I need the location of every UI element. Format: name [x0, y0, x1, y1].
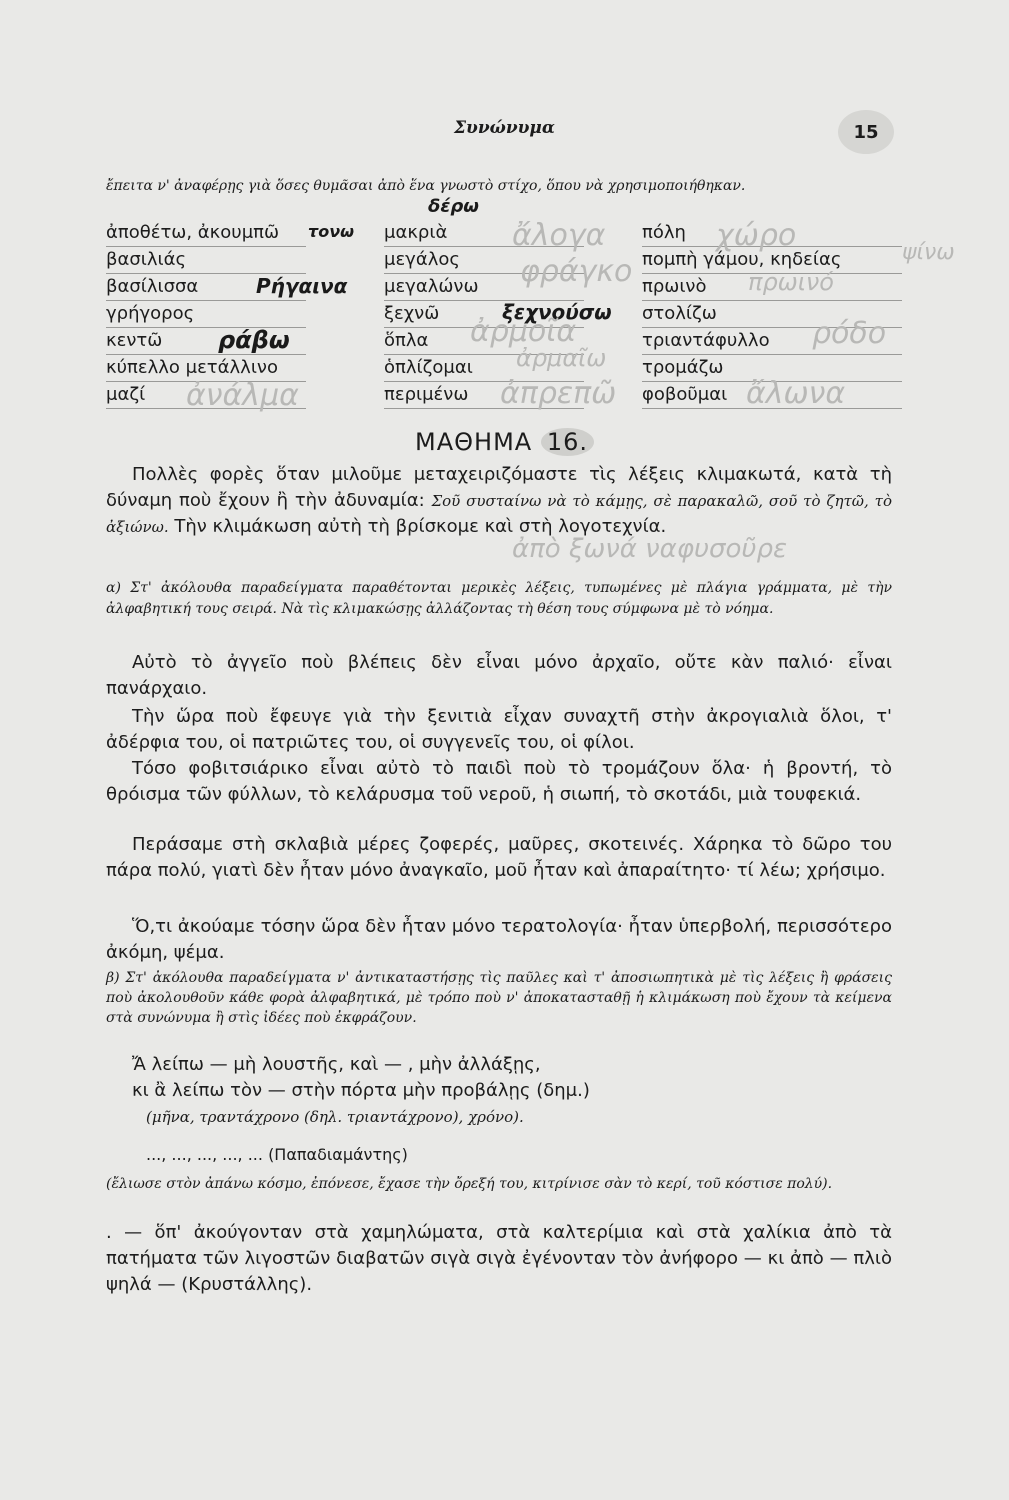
handwritten-note: Ρήγαινα — [256, 274, 348, 298]
lesson-label: ΜΑΘΗΜΑ — [415, 428, 533, 456]
running-head: Συνώνυμα — [454, 118, 555, 138]
folk-verse-line-2: κι ἂ λείπω τὸν — στὴν πόρτα μὴν προβάλῃς (δημ.) — [132, 1080, 590, 1101]
faint-handwriting: χώρο — [716, 218, 797, 253]
final-paragraph: . — ὅπ' ἀκούγονταν στὰ χαμηλώματα, στὰ καλτερίμια καὶ στὰ χαλίκια ἀπὸ τὰ πατήματα τῶν λιγοστῶν διαβατῶν σιγὰ σιγὰ ἐγένονταν τὸν ἀνήφορο — κι ἀπὸ — πλιὸ ψηλά — (Κρυστάλλης). — [106, 1222, 892, 1295]
handwritten-note: δέρω — [428, 196, 479, 217]
faint-handwriting: ἀρμαῖω — [516, 344, 607, 372]
vocab-word: μεγάλος — [384, 247, 584, 274]
vocab-word: μακριὰ — [384, 220, 584, 247]
exercise-b-instructions: β) Στ' ἀκόλουθα παραδείγματα ν' ἀντικαταστήσῃς τὶς παῦλες καὶ τ' ἀποσιωπητικὰ μὲ τὶς λέξεις ἢ φράσεις ποὺ ἀκολουθοῦν κάθε φορὰ ἀλφαβητικά, μὲ τρόπο ποὺ ν' ἀποκατασταθῇ ἡ κλιμάκωση ποὺ ἔχουν τὰ κείμενα στὰ συνώνυμα ἢ στὶς ἰδέες ποὺ ἐκφράζουν. — [106, 970, 892, 1026]
verse-word-list: (μῆνα, τραντάχρονο (δηλ. τριαντάχρονο), χρόνο). — [146, 1108, 524, 1126]
vocab-word: ὅπλα — [384, 328, 584, 355]
example-sentence-4: Περάσαμε στὴ σκλαβιὰ μέρες ζοφερές, μαῦρες, σκοτεινές. Χάρηκα τὸ δῶρο του πάρα πολύ, γιατὶ δὲν ἦταν μόνο ἀναγκαῖο, μοῦ ἦταν καὶ ἀπαραίτητο· τί λέω; χρήσιμο. — [106, 834, 892, 881]
lesson-number: 16. — [541, 428, 594, 456]
ellipsis-line: ..., ..., ..., ..., ... (Παπαδιαμάντης) — [146, 1145, 408, 1164]
faint-handwriting: πρωινό — [748, 268, 834, 296]
example-sentence-5: Ὅ,τι ἀκούαμε τόσην ὥρα δὲν ἦταν μόνο τερατολογία· ἦταν ὑπερβολή, περισσότερο ἀκόμη, ψέμα. — [106, 916, 892, 963]
example-sentence-3: Τόσο φοβιτσιάρικο εἶναι αὐτὸ τὸ παιδὶ ποὺ τὸ τρομάζουν ὅλα· ἡ βροντή, τὸ θρόισμα τῶν φύλλων, τὸ κελάρυσμα τοῦ νεροῦ, ἡ σιωπή, τὸ σκοτάδι, μιὰ τουφεκιά. — [106, 758, 892, 805]
vocab-word: βασίλισσα — [106, 274, 306, 301]
vocab-word: μαζί — [106, 382, 306, 409]
vocab-word: πομπὴ γάμου, κηδείας — [642, 247, 902, 274]
vocab-word: βασιλιάς — [106, 247, 306, 274]
vocab-word: ξεχνῶ — [384, 301, 584, 328]
page-number: 15 — [838, 110, 894, 154]
vocab-word: γρήγορος — [106, 301, 306, 328]
vocab-word: πρωινὸ — [642, 274, 902, 301]
faint-handwriting: ἀπρεπῶ — [500, 376, 617, 411]
vocab-word: ἀποθέτω, ἀκουμπῶ — [106, 220, 306, 247]
vocab-word: τριαντάφυλλο — [642, 328, 902, 355]
vocab-word: μεγαλώνω — [384, 274, 584, 301]
vocab-word: στολίζω — [642, 301, 902, 328]
faint-handwriting: φράγκο — [520, 254, 633, 289]
vocab-word: φοβοῦμαι — [642, 382, 902, 409]
faint-handwriting: ρόδο — [812, 316, 887, 351]
vocab-word: κεντῶ — [106, 328, 306, 355]
example-sentence-1: Αὐτὸ τὸ ἀγγεῖο ποὺ βλέπεις δὲν εἶναι μόνο ἀρχαῖο, οὔτε κὰν παλιό· εἶναι πανάρχαιο. — [106, 652, 892, 699]
faint-handwriting: ἀνάλμα — [186, 378, 299, 413]
faint-handwriting: ἄλωνα — [746, 376, 846, 411]
folk-verse-line-1: Ἄ λείπω — μὴ λουστῆς, καὶ — , μὴν ἀλλάξῃς, — [132, 1054, 541, 1075]
paragraph-examples: Σοῦ συσταίνω νὰ τὸ κάμῃς, σὲ παρακαλῶ, σοῦ τὸ ζητῶ, τὸ ἀξιώνω. — [106, 492, 892, 536]
faint-handwriting: ἀπὸ ξωνά ναφυσοῦρε — [512, 534, 788, 564]
handwritten-note: ράβω — [218, 326, 290, 354]
handwritten-note: ξεχνούσω — [502, 300, 612, 324]
vocab-word: περιμένω — [384, 382, 584, 409]
paragraph-text: Πολλὲς φορὲς ὅταν μιλοῦμε μεταχειριζόμαστε τὶς λέξεις κλιμακωτά, κατὰ τὴ δύναμη ποὺ ἔχουν ἢ τὴν ἀδυναμία: — [106, 464, 892, 511]
faint-handwriting: ἀρμοῖα — [470, 314, 577, 349]
vocab-word: κύπελλο μετάλλινο — [106, 355, 306, 382]
paragraph-end: Τὴν κλιμάκωση αὐτὴ τὴ βρίσκομε καὶ στὴ λογοτεχνία. — [174, 516, 667, 537]
paragraph-intro — [106, 462, 892, 540]
faint-handwriting: ψίνω — [902, 240, 955, 265]
vocab-word: τρομάζω — [642, 355, 902, 382]
example-sentence-2: Τὴν ὥρα ποὺ ἔφευγε γιὰ τὴν ξενιτιὰ εἶχαν συναχτῆ στὴν ἀκρογιαλιὰ ὅλοι, τ' ἀδέρφια του, οἱ πατριῶτες του, οἱ συγγενεῖς του, οἱ φίλοι. — [106, 706, 892, 753]
vocab-word: πόλη — [642, 220, 902, 247]
vocab-word: ὁπλίζομαι — [384, 355, 584, 382]
lesson-title — [0, 428, 1009, 456]
intro-note: ἔπειτα ν' ἀναφέρῃς γιὰ ὅσες θυμᾶσαι ἀπὸ ἕνα γνωστὸ στίχο, ὅπου νὰ χρησιμοποιήθηκαν. — [106, 178, 746, 194]
exercise-a-instructions: α) Στ' ἀκόλουθα παραδείγματα παραθέτονται μερικὲς λέξεις, τυπωμένες μὲ πλάγια γράμματα, μὲ τὴν ἀλφαβητική τους σειρά. Νὰ τὶς κλιμακώσῃς ἀλλάζοντας τὴ θέση τους σύμφωνα μὲ τὸ νόημα. — [106, 580, 892, 617]
handwritten-note: τονω — [308, 222, 355, 241]
faint-handwriting: ἄλογα — [512, 218, 606, 253]
ellipsis-word-list: (ἔλιωσε στὸν ἀπάνω κόσμο, ἐπόνεσε, ἔχασε τὴν ὄρεξή του, κιτρίνισε σὰν τὸ κερί, τοῦ κόστισε πολύ). — [106, 1176, 833, 1192]
